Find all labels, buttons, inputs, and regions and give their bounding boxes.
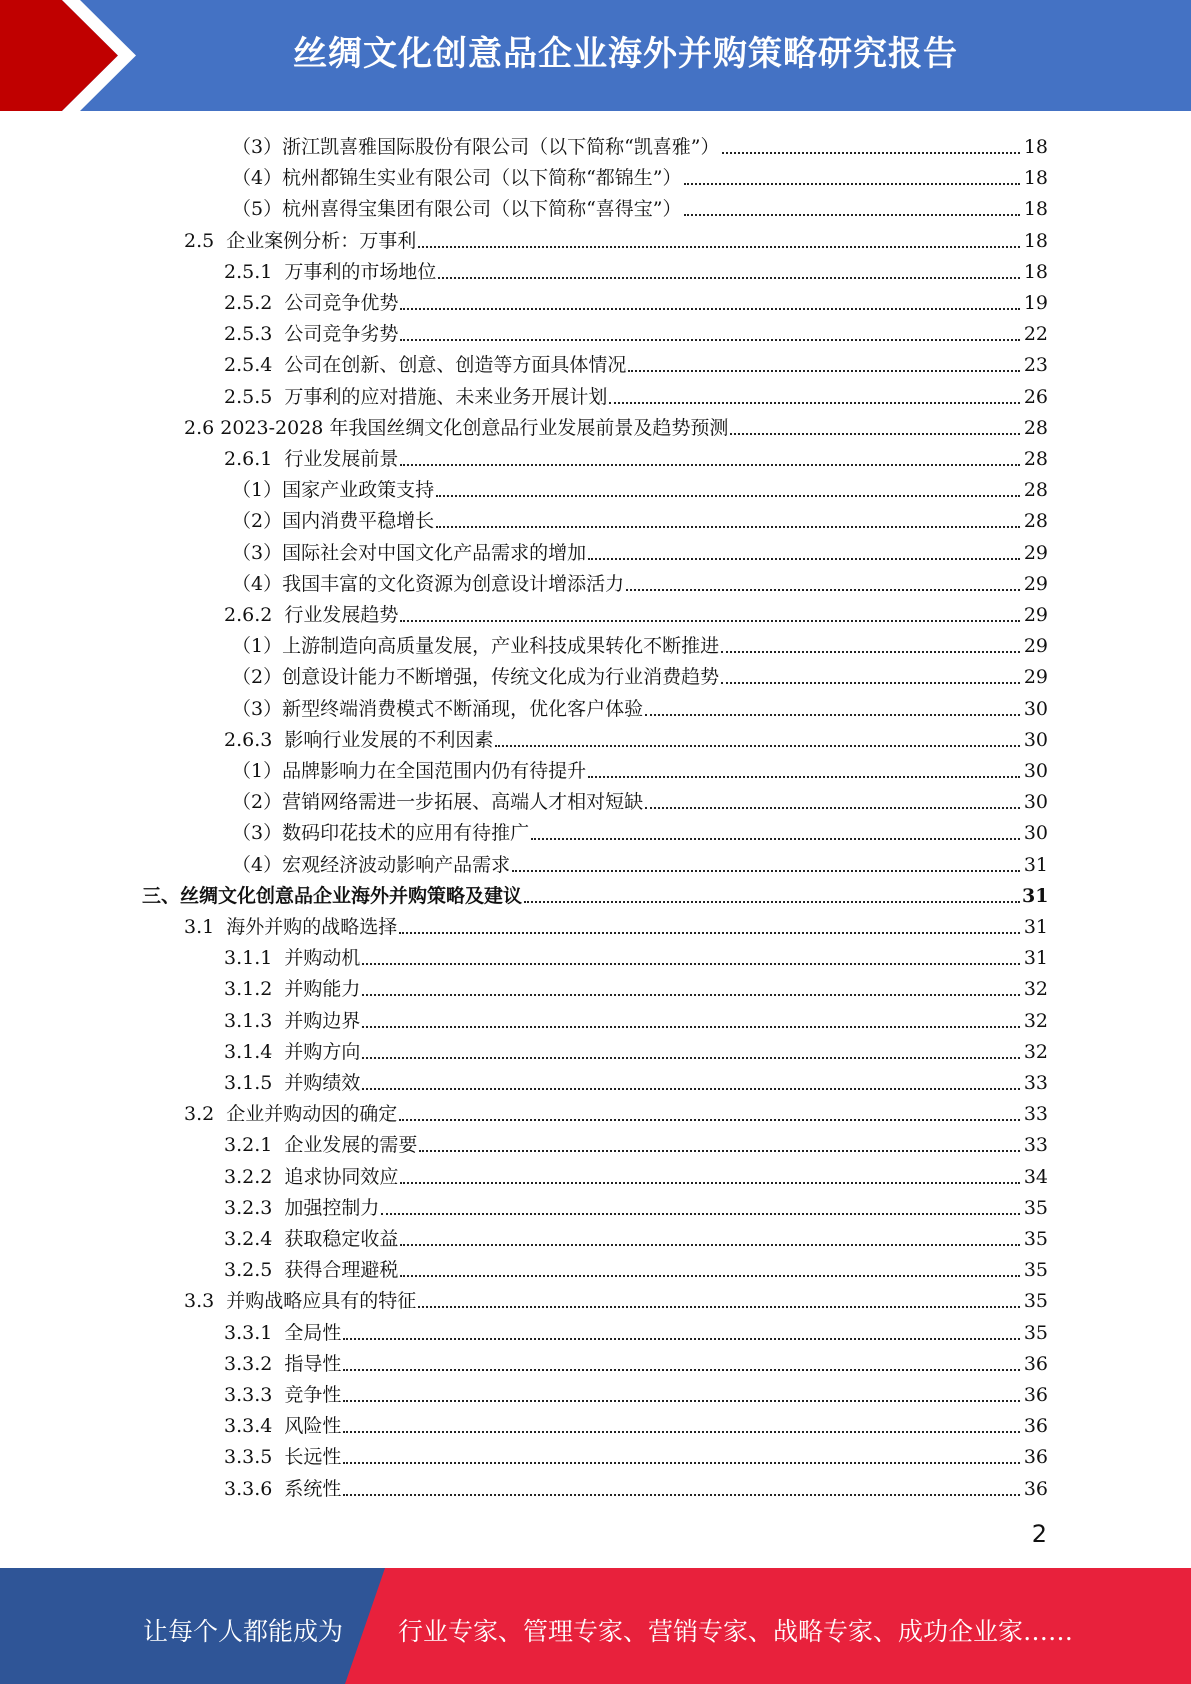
toc-dot-leader xyxy=(524,901,1020,903)
toc-dot-leader xyxy=(362,963,1020,965)
toc-entry[interactable] xyxy=(0,690,1191,721)
toc-entry[interactable] xyxy=(0,1376,1191,1407)
toc-dot-leader xyxy=(418,246,1020,248)
toc-dot-leader xyxy=(645,714,1020,716)
toc-entry[interactable] xyxy=(0,1189,1191,1220)
toc-entry[interactable] xyxy=(0,908,1191,939)
toc-entry[interactable] xyxy=(0,128,1191,159)
toc-entry[interactable] xyxy=(0,1126,1191,1157)
toc-entry-page: 29 xyxy=(1023,635,1048,658)
toc-dot-leader xyxy=(362,994,1020,996)
toc-dot-leader xyxy=(343,1462,1020,1464)
toc-entry[interactable] xyxy=(0,814,1191,845)
toc-entry-page: 32 xyxy=(1023,1009,1048,1032)
toc-entry-label: （2）营销网络需进一步拓展、高端人才相对短缺 xyxy=(232,791,644,814)
toc-entry-label: 2.5.5 万事利的应对措施、未来业务开展计划 xyxy=(224,385,608,408)
toc-dot-leader xyxy=(400,1275,1020,1277)
toc-entry-label: 2.5.3 公司竞争劣势 xyxy=(224,323,399,346)
toc-entry[interactable] xyxy=(0,502,1191,533)
toc-entry-label: 3.1.3 并购边界 xyxy=(224,1009,361,1032)
toc-entry-page: 36 xyxy=(1023,1384,1048,1406)
toc-dot-leader xyxy=(419,1150,1020,1152)
toc-dot-leader xyxy=(343,1400,1020,1402)
toc-entry[interactable] xyxy=(0,1470,1191,1501)
toc-entry-page: 18 xyxy=(1023,229,1048,252)
toc-entry-page: 31 xyxy=(1022,884,1049,907)
toc-entry[interactable] xyxy=(0,1407,1191,1438)
toc-entry-label: （1）品牌影响力在全国范围内仍有待提升 xyxy=(232,760,587,782)
toc-dot-leader xyxy=(436,526,1020,528)
toc-entry[interactable] xyxy=(0,534,1191,565)
toc-dot-leader xyxy=(436,495,1020,497)
toc-entry[interactable] xyxy=(0,721,1191,752)
toc-entry-label: （4）宏观经济波动影响产品需求 xyxy=(232,853,511,876)
toc-entry[interactable] xyxy=(0,939,1191,970)
toc-entry-label: （1）国家产业政策支持 xyxy=(232,479,435,502)
toc-dot-leader xyxy=(381,1213,1020,1215)
toc-entry-label: 2.6.3 影响行业发展的不利因素 xyxy=(224,728,494,751)
toc-entry-page: 28 xyxy=(1023,510,1048,533)
toc-entry-label: 三、丝绸文化创意品企业海外并购策略及建议 xyxy=(142,884,523,907)
toc-dot-leader xyxy=(684,183,1020,185)
toc-entry-page: 30 xyxy=(1023,791,1048,814)
toc-entry-label: （2）国内消费平稳增长 xyxy=(232,510,435,533)
toc-entry-page: 19 xyxy=(1023,292,1048,314)
toc-dot-leader xyxy=(343,1369,1020,1371)
toc-entry[interactable] xyxy=(0,596,1191,627)
toc-entry[interactable] xyxy=(0,970,1191,1001)
toc-entry-label: 2.5 企业案例分析：万事利 xyxy=(184,229,417,252)
toc-entry-page: 18 xyxy=(1023,260,1048,283)
toc-entry-label: （3）浙江凯喜雅国际股份有限公司（以下简称“凯喜雅”） xyxy=(232,136,720,158)
toc-entry-label: 3.1.5 并购绩效 xyxy=(224,1072,361,1094)
toc-entry-page: 33 xyxy=(1023,1072,1048,1094)
toc-dot-leader xyxy=(495,745,1020,747)
toc-entry[interactable] xyxy=(0,409,1191,440)
toc-entry-page: 32 xyxy=(1023,978,1048,1001)
toc-entry-page: 36 xyxy=(1023,1415,1048,1438)
toc-entry-page: 30 xyxy=(1023,728,1048,751)
toc-entry-label: 3.1 海外并购的战略选择 xyxy=(184,916,398,938)
toc-entry-page: 18 xyxy=(1023,198,1048,221)
toc-entry-page: 35 xyxy=(1023,1259,1048,1282)
toc-entry[interactable] xyxy=(0,1345,1191,1376)
footer-slogan-right: 行业专家、管理专家、营销专家、战略专家、成功企业家…… xyxy=(398,1617,1074,1646)
page-number: 2 xyxy=(1031,1520,1047,1548)
toc-entry-label: 3.3.4 风险性 xyxy=(224,1415,342,1438)
toc-entry[interactable] xyxy=(0,565,1191,596)
report-title: 丝绸文化创意品企业海外并购策略研究报告 xyxy=(293,34,958,74)
toc-entry-page: 35 xyxy=(1023,1290,1048,1313)
toc-entry[interactable] xyxy=(0,627,1191,658)
toc-entry[interactable] xyxy=(0,658,1191,689)
toc-entry-label: 2.6.2 行业发展趋势 xyxy=(224,604,399,626)
toc-entry-page: 29 xyxy=(1023,666,1048,689)
toc-entry-label: 3.2.1 企业发展的需要 xyxy=(224,1134,418,1157)
toc-dot-leader xyxy=(362,1026,1020,1028)
toc-entry-page: 36 xyxy=(1023,1446,1048,1469)
toc-dot-leader xyxy=(343,1338,1020,1340)
toc-entry-label: 3.3.2 指导性 xyxy=(224,1352,342,1375)
toc-entry-label: 3.2.3 加强控制力 xyxy=(224,1196,380,1219)
toc-entry-page: 36 xyxy=(1023,1352,1048,1375)
toc-entry[interactable] xyxy=(0,877,1191,908)
toc-dot-leader xyxy=(400,1182,1020,1184)
toc-entry[interactable] xyxy=(0,1220,1191,1251)
toc-entry[interactable] xyxy=(0,159,1191,190)
toc-entry-label: 3.3.6 系统性 xyxy=(224,1477,342,1500)
toc-entry-label: （2）创意设计能力不断增强，传统文化成为行业消费趋势 xyxy=(232,666,720,689)
toc-entry-page: 35 xyxy=(1023,1196,1048,1219)
toc-dot-leader xyxy=(684,214,1020,216)
toc-entry-label: 3.2.5 获得合理避税 xyxy=(224,1259,399,1282)
toc-dot-leader xyxy=(609,402,1020,404)
toc-entry[interactable] xyxy=(0,315,1191,346)
toc-entry[interactable] xyxy=(0,1282,1191,1313)
toc-entry[interactable] xyxy=(0,1251,1191,1282)
toc-entry[interactable] xyxy=(0,752,1191,783)
toc-entry[interactable] xyxy=(0,190,1191,221)
toc-entry[interactable] xyxy=(0,1064,1191,1095)
toc-entry-label: 3.3.3 竞争性 xyxy=(224,1384,342,1406)
toc-entry-label: 3.3.5 长远性 xyxy=(224,1446,342,1469)
toc-entry-label: （1）上游制造向高质量发展，产业科技成果转化不断推进 xyxy=(232,635,720,658)
toc-entry-page: 18 xyxy=(1023,136,1048,158)
toc-entry-label: 2.5.2 公司竞争优势 xyxy=(224,292,399,314)
toc-dot-leader xyxy=(721,651,1020,653)
toc-dot-leader xyxy=(343,1494,1020,1496)
toc-dot-leader xyxy=(418,1306,1020,1308)
toc-entry-label: 3.3 并购战略应具有的特征 xyxy=(184,1290,417,1313)
toc-entry[interactable] xyxy=(0,222,1191,253)
toc-dot-leader xyxy=(438,277,1020,279)
toc-entry-page: 28 xyxy=(1023,479,1048,502)
page-header xyxy=(0,0,1191,111)
toc-dot-leader xyxy=(400,308,1020,310)
toc-entry[interactable] xyxy=(0,783,1191,814)
toc-entry[interactable] xyxy=(0,1314,1191,1345)
toc-dot-leader xyxy=(400,620,1020,622)
toc-dot-leader xyxy=(730,433,1020,435)
toc-entry[interactable] xyxy=(0,1002,1191,1033)
toc-entry-page: 32 xyxy=(1023,1040,1048,1063)
toc-entry-label: （4）杭州都锦生实业有限公司（以下简称“都锦生”） xyxy=(232,167,682,190)
toc-entry-page: 29 xyxy=(1023,541,1048,564)
toc-entry-label: 3.1.1 并购动机 xyxy=(224,947,361,970)
toc-entry[interactable] xyxy=(0,440,1191,471)
toc-entry[interactable] xyxy=(0,1438,1191,1469)
toc-dot-leader xyxy=(343,1431,1020,1433)
toc-entry-page: 29 xyxy=(1023,572,1048,595)
toc-dot-leader xyxy=(399,932,1020,934)
toc-entry-label: 3.2 企业并购动因的确定 xyxy=(184,1103,398,1126)
page-footer xyxy=(0,1568,1191,1684)
toc-entry-label: 2.6 2023-2028 年我国丝绸文化创意品行业发展前景及趋势预测 xyxy=(184,416,729,439)
toc-dot-leader xyxy=(400,1244,1020,1246)
toc-entry-label: （3）新型终端消费模式不断涌现，优化客户体验 xyxy=(232,697,644,720)
toc-entry-label: （5）杭州喜得宝集团有限公司（以下简称“喜得宝”） xyxy=(232,198,682,221)
toc-entry-page: 26 xyxy=(1023,385,1048,408)
toc-entry[interactable] xyxy=(0,846,1191,877)
toc-entry[interactable] xyxy=(0,378,1191,409)
toc-entry-page: 30 xyxy=(1023,697,1048,720)
toc-entry-label: 2.5.1 万事利的市场地位 xyxy=(224,260,437,283)
toc-entry-page: 34 xyxy=(1023,1165,1048,1188)
toc-entry-label: 3.2.4 获取稳定收益 xyxy=(224,1228,399,1250)
toc-entry-label: （4）我国丰富的文化资源为创意设计增添活力 xyxy=(232,572,625,595)
toc-entry-page: 18 xyxy=(1023,167,1048,190)
toc-entry-page: 30 xyxy=(1023,822,1048,845)
toc-entry-label: 2.6.1 行业发展前景 xyxy=(224,448,399,470)
toc-entry-page: 31 xyxy=(1023,947,1048,970)
toc-entry-page: 33 xyxy=(1023,1103,1048,1126)
toc-entry[interactable] xyxy=(0,253,1191,284)
toc-dot-leader xyxy=(628,370,1020,372)
toc-entry-label: 3.2.2 追求协同效应 xyxy=(224,1165,399,1188)
toc-entry[interactable] xyxy=(0,284,1191,315)
toc-entry[interactable] xyxy=(0,1033,1191,1064)
toc-entry-page: 33 xyxy=(1023,1134,1048,1157)
toc-entry-page: 28 xyxy=(1023,416,1048,439)
toc-dot-leader xyxy=(399,1119,1020,1121)
toc-entry[interactable] xyxy=(0,1095,1191,1126)
toc-dot-leader xyxy=(531,838,1020,840)
toc-entry-page: 23 xyxy=(1023,354,1048,377)
toc-entry-page: 31 xyxy=(1023,853,1048,876)
toc-entry-label: 3.1.2 并购能力 xyxy=(224,978,361,1001)
toc-dot-leader xyxy=(588,558,1020,560)
toc-entry-label: 3.1.4 并购方向 xyxy=(224,1040,361,1063)
toc-entry[interactable] xyxy=(0,471,1191,502)
toc-entry-page: 30 xyxy=(1023,760,1048,782)
toc-entry-label: （3）数码印花技术的应用有待推广 xyxy=(232,822,530,845)
toc-dot-leader xyxy=(512,870,1020,872)
toc-dot-leader xyxy=(362,1057,1020,1059)
footer-slogan-left: 让每个人都能成为 xyxy=(143,1617,344,1646)
toc-entry-page: 35 xyxy=(1023,1321,1048,1344)
toc-entry-label: （3）国际社会对中国文化产品需求的增加 xyxy=(232,541,587,564)
toc-dot-leader xyxy=(400,464,1020,466)
toc-entry-page: 35 xyxy=(1023,1228,1048,1250)
toc-dot-leader xyxy=(626,589,1020,591)
toc-entry-page: 28 xyxy=(1023,448,1048,470)
toc-dot-leader xyxy=(722,152,1020,154)
toc-dot-leader xyxy=(400,339,1020,341)
toc-entry[interactable] xyxy=(0,1158,1191,1189)
toc-entry-page: 22 xyxy=(1023,323,1048,346)
toc-entry-label: 3.3.1 全局性 xyxy=(224,1321,342,1344)
toc-dot-leader xyxy=(721,682,1020,684)
toc-entry-page: 36 xyxy=(1023,1477,1048,1500)
toc-entry-label: 2.5.4 公司在创新、创意、创造等方面具体情况 xyxy=(224,354,627,377)
toc-dot-leader xyxy=(588,776,1020,778)
toc-dot-leader xyxy=(645,807,1020,809)
toc-dot-leader xyxy=(362,1088,1020,1090)
toc-entry-page: 31 xyxy=(1023,916,1048,938)
toc-entry[interactable] xyxy=(0,346,1191,377)
toc-entry-page: 29 xyxy=(1023,604,1048,626)
